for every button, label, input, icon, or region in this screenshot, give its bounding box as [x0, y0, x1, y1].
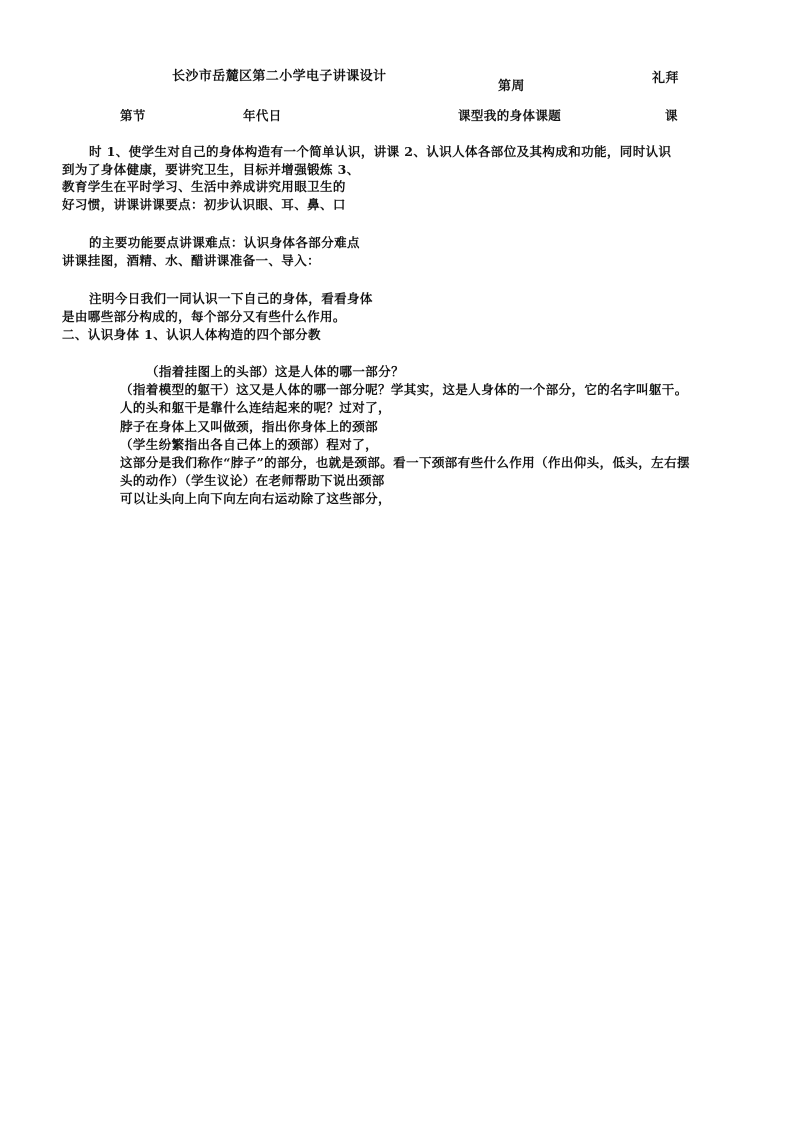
document-title: 长沙市岳麓区第二小学电子讲课设计 [172, 69, 387, 84]
objectives-line-3: 教育学生在平时学习、生活中养成讲究用眼卫生的 [62, 179, 346, 194]
objectives-line-2: 到为了身体健康，要讲究卫生，目标并增强锻炼 3、 [62, 162, 360, 177]
intro-line-1: 注明今日我们一同认识一下自己的身体，看看身体 [89, 291, 373, 306]
weekday-label: 礼拜 [652, 71, 679, 86]
week-label: 第周 [498, 79, 525, 94]
intro-line-2: 是由哪些部分构成的，每个部分又有些什么作用。 [62, 309, 346, 324]
objectives-line-1: 时 1、使学生对自己的身体构造有一个简单认识，讲课 2、认识人体各部位及其构成和功能，同时认识 [89, 144, 672, 159]
process-line-7: 头的动作）（学生议论）在老师帮助下说出颈部 [120, 473, 385, 488]
key-points-line-2: 讲课挂图，酒精、水、醋讲课准备一、导入： [62, 253, 321, 268]
lesson-label: 课 [665, 108, 678, 123]
process-line-4: 脖子在身体上又叫做颈，指出你身体上的颈部 [120, 419, 379, 434]
process-line-3: 人的头和躯干是靠什么连结起来的呢？过对了， [120, 400, 391, 415]
process-line-5: （学生纷繁指出各自己体上的颈部）程对了， [120, 437, 379, 452]
objectives-line-4: 好习惯，讲课讲课要点：初步认识眼、耳、鼻、口 [62, 197, 346, 212]
key-points-line-1: 的主要功能要点讲课难点：认识身体各部分难点 [89, 235, 360, 250]
date-label: 年代日 [243, 108, 282, 123]
intro-line-3: 二、认识身体 1、认识人体构造的四个部分教 [62, 327, 321, 342]
section-label: 第节 [120, 108, 146, 123]
process-line-1: （指着挂图上的头部）这是人体的哪一部分？ [146, 364, 405, 379]
lesson-type-label: 课型我的身体课题 [458, 108, 562, 123]
process-line-6: 这部分是我们称作“脖子”的部分，也就是颈部。看一下颈部有些什么作用（作出仰头，低头，左右摆 [120, 455, 690, 470]
process-line-8: 可以让头向上向下向左向右运动除了这些部分， [120, 491, 391, 506]
process-line-2: （指着模型的躯干）这又是人体的哪一部分呢？学其实，这是人身体的一个部分，它的名字叫躯干。 [120, 382, 688, 397]
